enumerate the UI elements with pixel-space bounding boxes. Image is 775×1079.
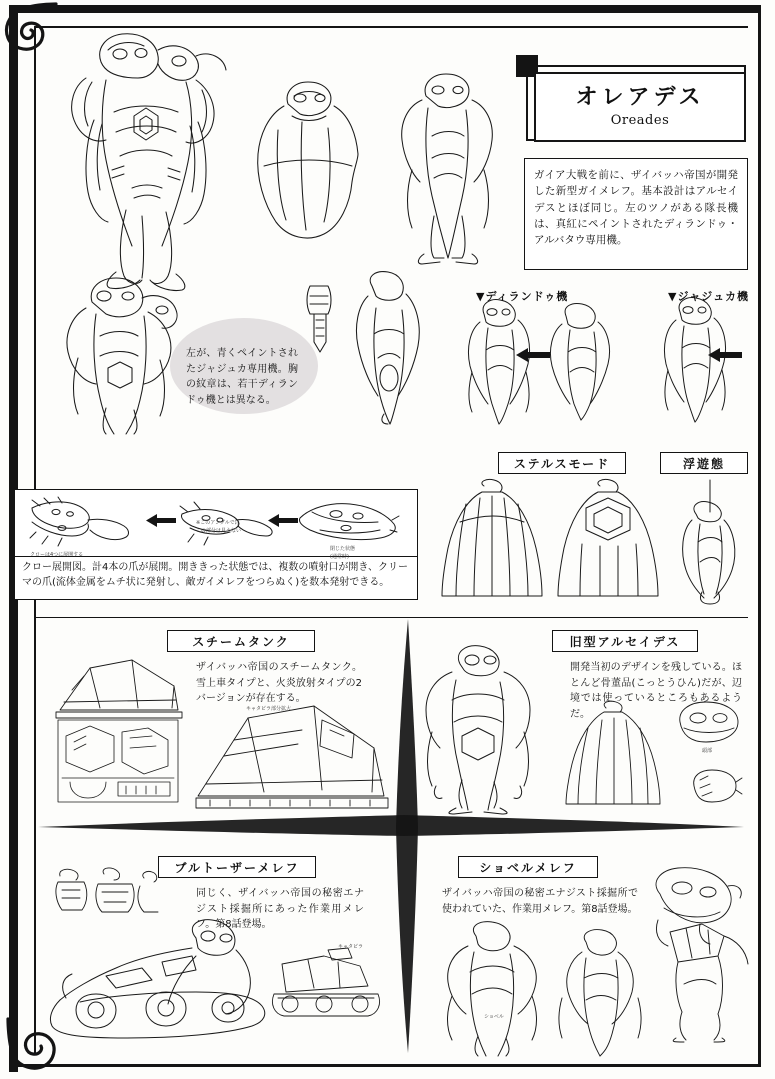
oreades-cloak-back-sketch <box>248 70 368 250</box>
claw-panel-caption: クロー展開図。計4本の爪が展開。開ききった状態では、複数の噴射口が開き、クリーマの爪(流体金属をムチ状に発射し、敵ガイメレフをつらぬく)を数本発射できる。 <box>22 562 408 588</box>
claw-note-left: クローは4つに展開する <box>30 552 84 558</box>
panel-caption-old-alseides: 開発当初のデザインを残している。ほとんど骨董品(こっとうひん)だが、辺境では使っているところもあるようだ。 <box>570 662 742 720</box>
main-description-text: ガイア大戦を前に、ザイバッハ帝国が開発した新型ガイメレフ。基本設計はアルセイデスとほぼ同じ。左のツノがある隊長機は、真紅にペイントされたディランドゥ・アルバタウ専用機。 <box>524 158 748 270</box>
label-hover-state-text: 浮遊態 <box>682 456 725 471</box>
steam-tank-detail-sketch <box>56 718 180 804</box>
claw-note-mid-2: この部分は見えない <box>196 528 242 534</box>
hover-state-sketch <box>672 478 748 606</box>
shovel-melef-note: ショベル <box>484 1014 504 1020</box>
panel-heading-old-alseides <box>552 630 698 652</box>
steam-tank-sketch-b <box>194 700 390 816</box>
panel-caption-shovel-melef: ザイバッハ帝国の秘密エナジスト採掘所で使われていた、作業用メレフ。第8話登場。 <box>442 888 638 915</box>
panel-heading-steam-tank-text: スチームタンク <box>192 634 290 649</box>
claw-note-right-1: 閉じた状態 <box>330 546 356 552</box>
panel-caption-bulldozer-melef: 同じく、ザイバッハ帝国の秘密エナジスト採掘所にあった作業用メレフ。第8話登場。 <box>196 888 364 930</box>
claw-left-arrow-icon <box>146 514 176 527</box>
panel-heading-old-alseides-text: 旧型アルセイデス <box>569 634 681 649</box>
title-box-inner <box>534 72 746 142</box>
claw-open-sketch <box>26 496 132 554</box>
oreades-front-sketch-group <box>46 20 246 290</box>
panel-heading-bulldozer-melef <box>158 856 316 878</box>
bulldozer-melef-main-sketch <box>46 916 272 1040</box>
oreades-back-sketch <box>378 66 518 266</box>
claw-left-arrow-icon-2 <box>268 514 298 527</box>
claw-closed-sketch <box>296 498 400 552</box>
panel-heading-steam-tank <box>167 630 315 652</box>
bulldozer-small-sketches <box>52 866 160 916</box>
jajuka-caption-text: 左が、青くペイントされたジャジュカ専用機。胸の紋章は、若干ディランドゥ機とは異なる。 <box>186 348 298 406</box>
old-alseides-hand-sketch <box>688 764 742 808</box>
frame-bar-top <box>9 5 761 13</box>
label-dilandau-unit: ▼ディランドゥ機 <box>476 290 569 303</box>
label-stealth-mode-text: ステルスモード <box>513 456 611 471</box>
stealth-mode-side-sketch <box>556 478 660 604</box>
label-stealth-mode <box>498 452 626 474</box>
shovel-melef-arm-sketch <box>556 928 646 1056</box>
shovel-melef-shovel-sketch <box>658 922 754 1042</box>
claw-note-right-2: (通常時) <box>330 554 349 560</box>
oreades-armor-detail-b <box>348 268 432 428</box>
stealth-mode-front-sketch <box>440 478 544 604</box>
bulldozer-sketch-note: キャタピラ <box>338 944 364 950</box>
claw-note-mid-1: ※このアングルでは <box>196 520 240 526</box>
page-title-jp: オレアデス <box>575 84 705 110</box>
old-alseides-head-note: 頭部 <box>702 748 713 754</box>
panel-heading-shovel-melef <box>458 856 598 878</box>
dilandau-unit-sketch-b <box>540 300 620 420</box>
old-alseides-head-sketch <box>676 698 742 746</box>
steam-tank-sketch-a <box>54 650 184 722</box>
left-arrow-icon-2 <box>708 348 742 362</box>
panel-caption-steam-tank: ザイバッハ帝国のスチームタンク。雪上車タイプと、火炎放射タイプの2バージョンが存在する。 <box>196 662 362 704</box>
old-alseides-body-sketch <box>412 640 542 814</box>
old-alseides-cloak-sketch <box>566 700 662 808</box>
page-title-en: Oreades <box>610 113 670 129</box>
shovel-melef-body-sketch <box>430 920 558 1056</box>
bulldozer-track-detail-sketch <box>268 946 388 1022</box>
title-plate <box>516 55 748 143</box>
label-jajuka-unit: ▼ジャジュカ機 <box>668 290 750 303</box>
label-hover-state <box>660 452 748 474</box>
left-arrow-icon-1 <box>516 348 550 362</box>
panel-heading-bulldozer-melef-text: ブルトーザーメレフ <box>174 860 300 875</box>
steam-tank-sketch-note: キャタピラ部分拡大 <box>246 706 292 712</box>
panel-heading-shovel-melef-text: ショベルメレフ <box>479 860 577 875</box>
